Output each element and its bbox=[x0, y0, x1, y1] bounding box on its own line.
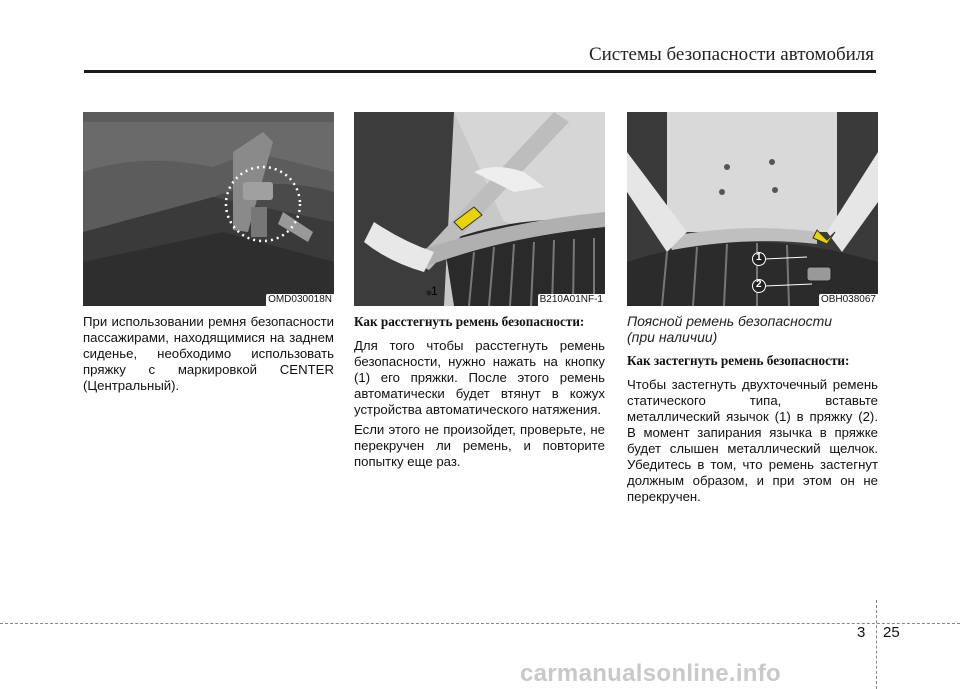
section-number: 3 bbox=[857, 624, 866, 641]
chapter-title: Системы безопасности автомобиля bbox=[588, 44, 874, 65]
subsection-title bbox=[627, 313, 878, 345]
footer-vertical-rule bbox=[876, 600, 877, 689]
body-paragraph: При использовании ремня безопасности пассажирами, находящимися на заднем сиденье, необходимо использовать пряжку с маркировкой CENTER (Центральный). bbox=[83, 314, 334, 393]
callout-2: 2 bbox=[756, 279, 762, 290]
figure-code: B210A01NF-1 bbox=[539, 294, 603, 305]
header-rule bbox=[84, 70, 876, 73]
watermark: carmanualsonline.info bbox=[520, 660, 782, 687]
unbuckle-illustration bbox=[354, 112, 605, 306]
column-3 bbox=[627, 112, 878, 505]
callout-1: 1 bbox=[431, 284, 438, 298]
lap-belt-illustration bbox=[627, 112, 878, 306]
figure-code: OBH038067 bbox=[820, 294, 876, 305]
figure-lap-belt bbox=[627, 112, 878, 306]
body-paragraph: Для того чтобы расстегнуть ремень безопасности, нужно нажать на кнопку (1) его пряжки. После этого ремень автоматически будет втянут в кожух устройства автоматического натяжения. bbox=[354, 338, 605, 417]
subsection-title-line1: Поясной ремень безопасности bbox=[627, 313, 833, 329]
section-heading: Как расстегнуть ремень безопасности: bbox=[354, 314, 585, 329]
footer-rule bbox=[0, 623, 960, 624]
page-number: 25 bbox=[883, 624, 900, 641]
column-1 bbox=[83, 112, 334, 394]
figure-code: OMD030018N bbox=[268, 294, 332, 305]
callout-1: 1 bbox=[756, 252, 762, 263]
body-paragraph: Если этого не произойдет, проверьте, не перекручен ли ремень, и повторите попытку еще раз. bbox=[354, 422, 605, 469]
subsection-title-line2: (при наличии) bbox=[627, 329, 718, 345]
section-heading: Как застегнуть ремень безопасности: bbox=[627, 353, 850, 368]
column-2 bbox=[354, 112, 605, 470]
body-paragraph: Чтобы застегнуть двухточечный ремень статического типа, вставьте металлический язычок (1) в пряжку (2). В момент запирания язычка в пряжке будет слышен металлический щелчок. Убедитесь в том, что ремень застегнут должным образом, и при этом он не перекручен. bbox=[627, 377, 878, 504]
figure-rear-seat-buckle bbox=[83, 112, 334, 306]
rear-seat-illustration bbox=[83, 112, 334, 306]
figure-unbuckle bbox=[354, 112, 605, 306]
